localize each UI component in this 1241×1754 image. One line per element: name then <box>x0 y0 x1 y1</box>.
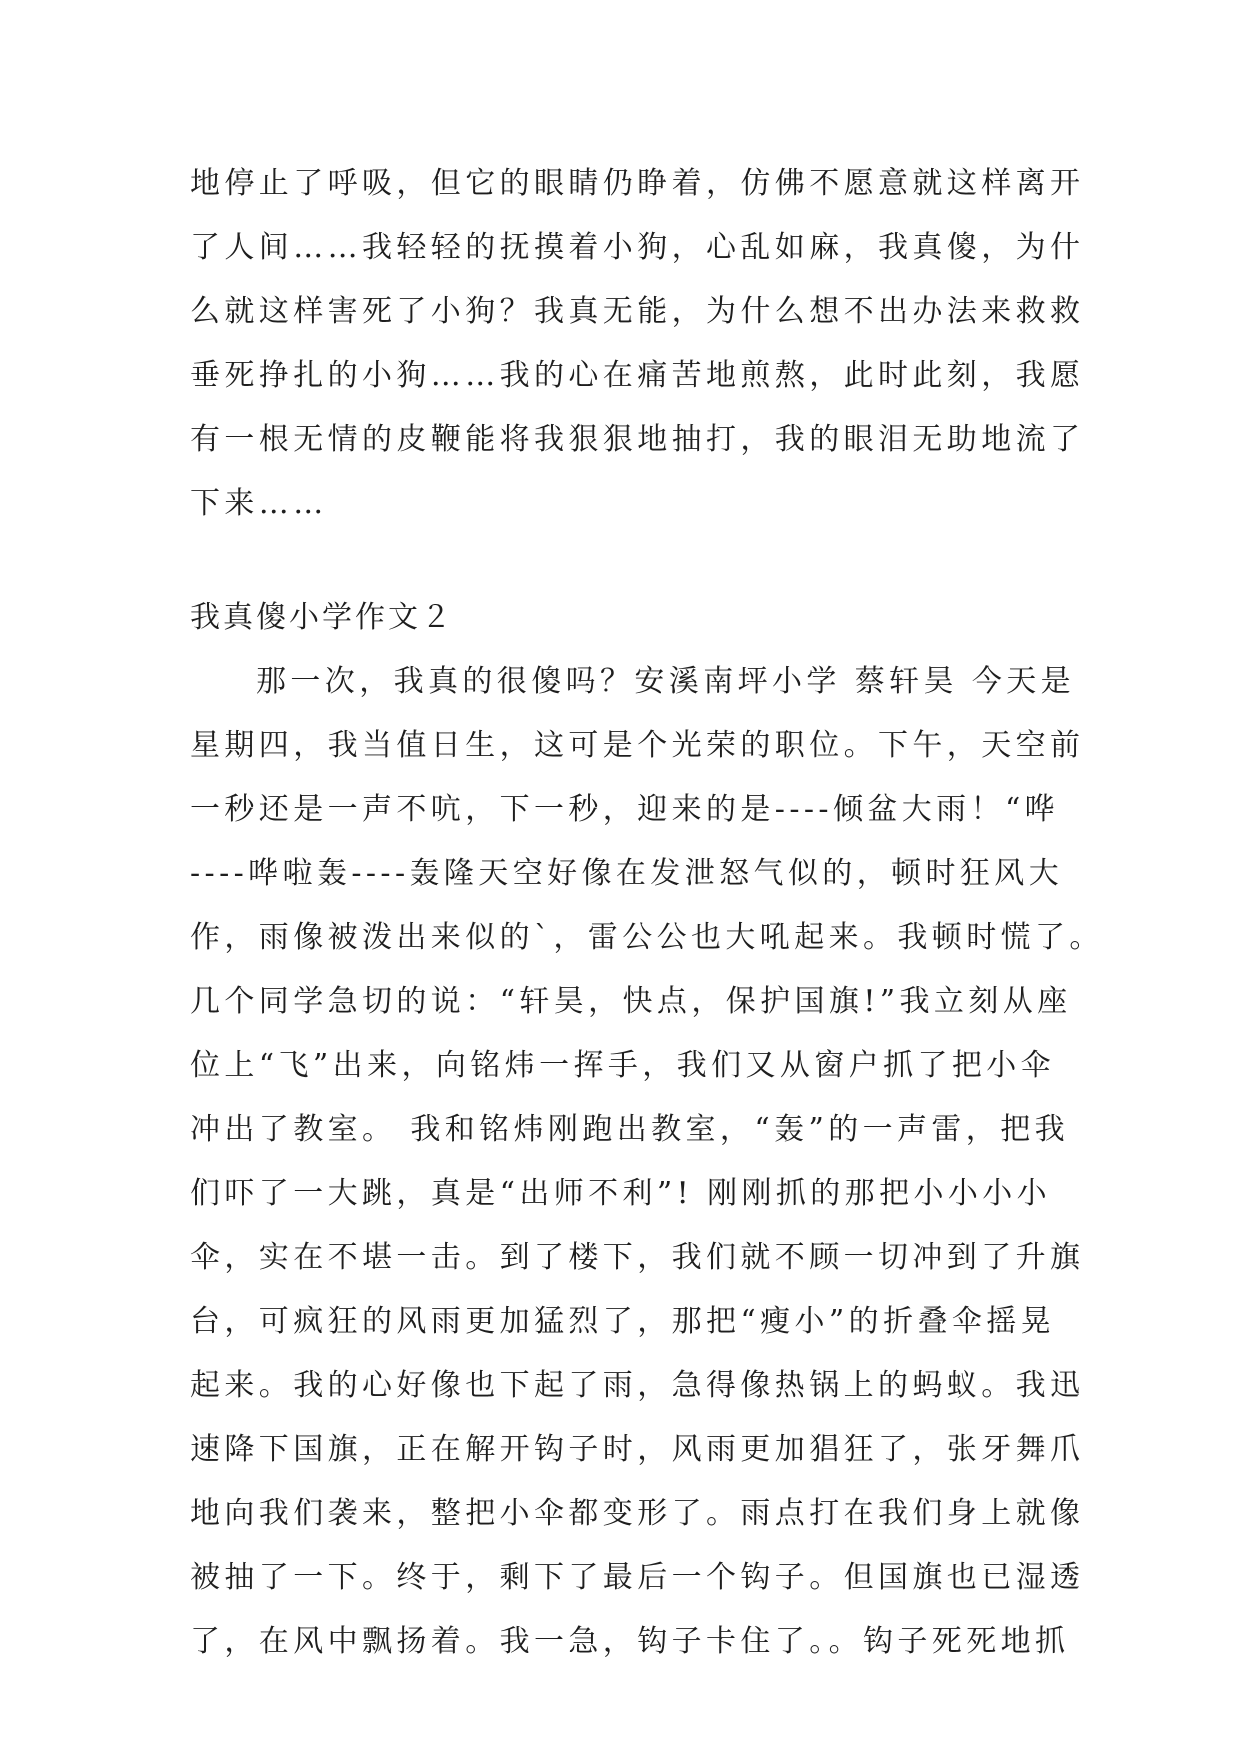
paragraph-line: 那一次，我真的很傻吗？安溪南坪小学 蔡轩昊 今天是 <box>256 664 1076 699</box>
paragraph-line: 几个同学急切的说：“轩昊，快点，保护国旗!”我立刻从座 <box>190 984 1072 1019</box>
paragraph-line: 台，可疯狂的风雨更加猛烈了，那把“瘦小”的折叠伞摇晃 <box>190 1304 1056 1339</box>
paragraph-line: 起来。我的心好像也下起了雨，急得像热锅上的蚂蚁。我迅 <box>190 1368 1085 1403</box>
paragraph-line: 作，雨像被泼出来似的`，雷公公也大吼起来。我顿时慌了。 <box>190 920 1104 955</box>
paragraph-line: 地停止了呼吸，但它的眼睛仍睁着，仿佛不愿意就这样离开 <box>190 166 1085 201</box>
paragraph-line: 有一根无情的皮鞭能将我狠狠地抽打，我的眼泪无助地流了 <box>190 422 1085 457</box>
paragraph-line: 伞，实在不堪一击。到了楼下，我们就不顾一切冲到了升旗 <box>190 1240 1085 1275</box>
paragraph-line: 星期四，我当值日生，这可是个光荣的职位。下午，天空前 <box>190 728 1085 763</box>
paragraph-line: 下来…… <box>190 486 328 521</box>
paragraph-line: 速降下国旗，正在解开钩子时，风雨更加猖狂了，张牙舞爪 <box>190 1432 1085 1467</box>
paragraph-line: 了人间……我轻轻的抚摸着小狗，心乱如麻，我真傻，为什 <box>190 230 1085 265</box>
paragraph-line: 地向我们袭来，整把小伞都变形了。雨点打在我们身上就像 <box>190 1496 1085 1531</box>
paragraph-line: 冲出了教室。 我和铭炜刚跑出教室，“轰”的一声雷，把我 <box>190 1112 1070 1147</box>
paragraph-line: 么就这样害死了小狗？我真无能，为什么想不出办法来救救 <box>190 294 1085 329</box>
paragraph-line: ----哗啦轰----轰隆天空好像在发泄怒气似的，顿时狂风大 <box>190 856 1064 891</box>
paragraph-line: 们吓了一大跳，真是“出师不利”! 刚刚抓的那把小小小小 <box>190 1176 1052 1211</box>
paragraph-line: 垂死挣扎的小狗……我的心在痛苦地煎熬，此时此刻，我愿 <box>190 358 1085 393</box>
paragraph-line: 一秒还是一声不吭，下一秒，迎来的是----倾盆大雨！“哗 <box>190 792 1060 827</box>
section-title: 我真傻小学作文２ <box>190 600 454 635</box>
paragraph-line: 了，在风中飘扬着。我一急，钩子卡住了。。钩子死死地抓 <box>190 1624 1070 1659</box>
paragraph-line: 位上“飞”出来，向铭炜一挥手，我们又从窗户抓了把小伞 <box>190 1048 1056 1083</box>
paragraph-line: 被抽了一下。终于，剩下了最后一个钩子。但国旗也已湿透 <box>190 1560 1085 1595</box>
